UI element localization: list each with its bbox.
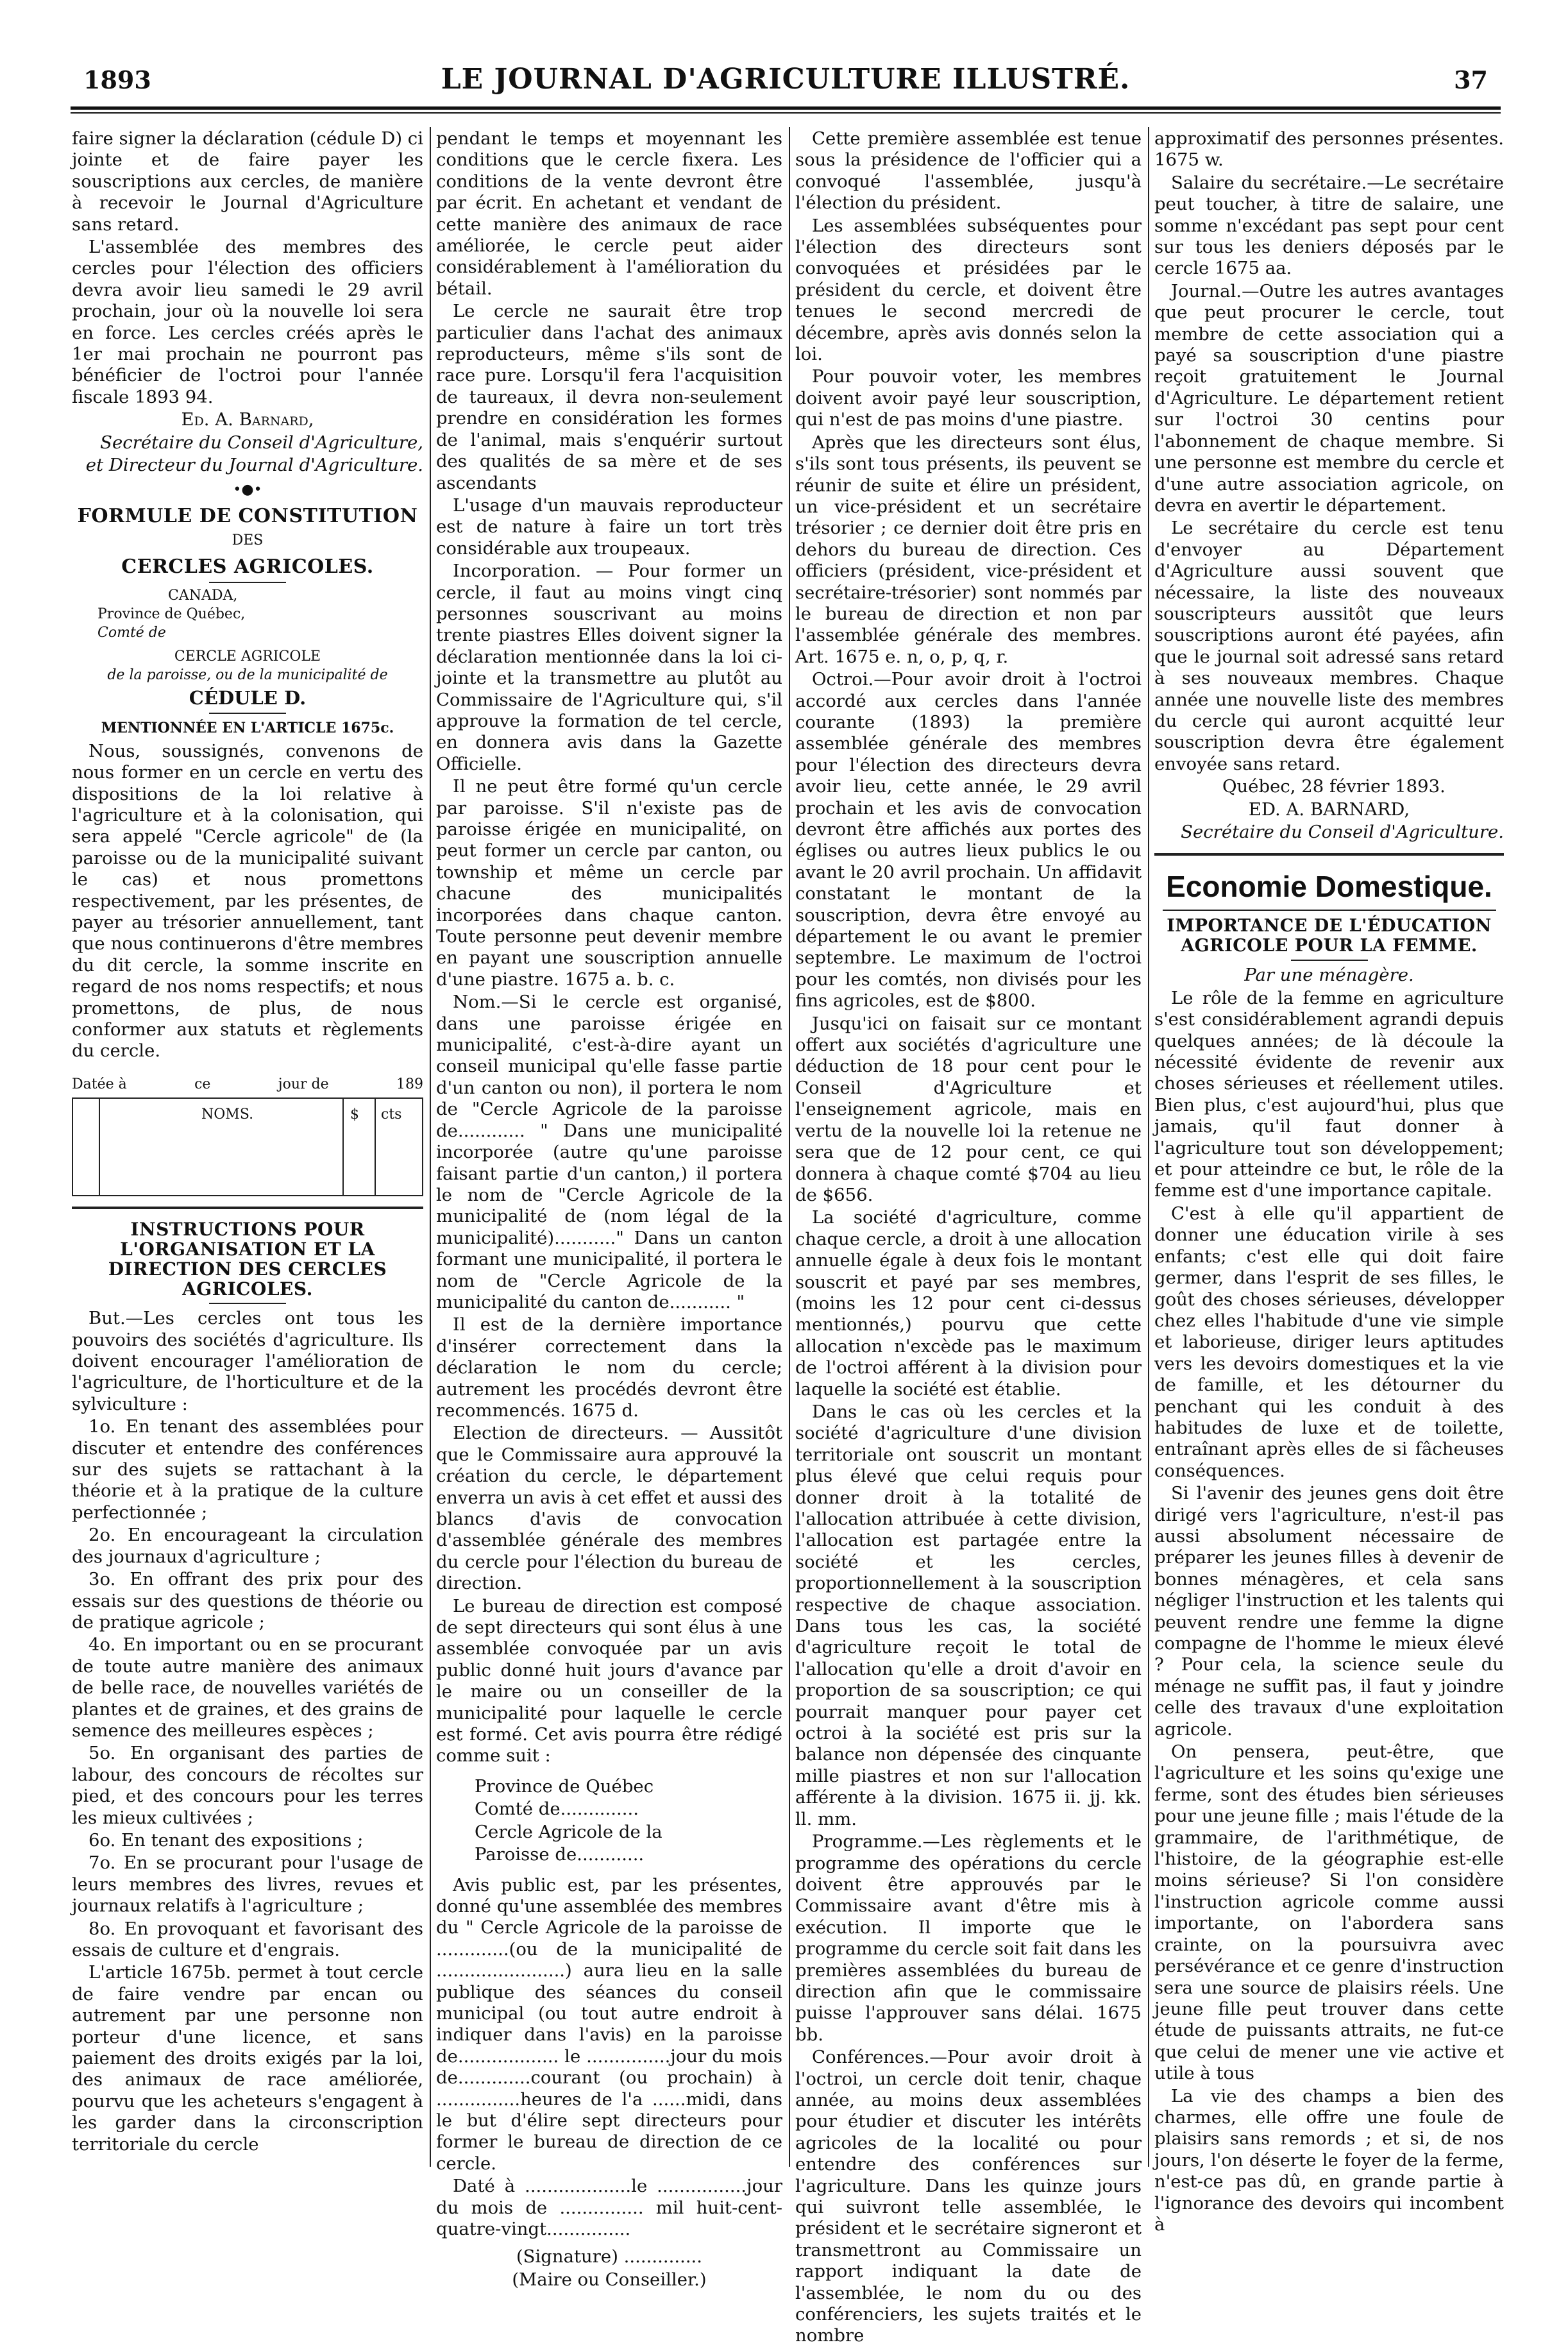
signature-line: (Signature) .............. [516, 2246, 703, 2267]
article-heading: IMPORTANCE DE L'ÉDUCATION AGRICOLE POUR LA FEMME. [1167, 916, 1492, 956]
mention-heading: MENTIONNÉE EN L'ARTICLE 1675c. [101, 720, 394, 737]
form-year-label: 189 [396, 1076, 423, 1092]
list-item: 8o. En provoquant et favorisant des essais de culture et d'engrais. [72, 1918, 423, 1960]
signature-table [72, 1097, 423, 1196]
paragraph: On pensera, peut-être, que l'agriculture et les soins qu'exige une ferme, sont des études bien sérieuses pour une jeune fille ; mais l'étude de la grammaire, de l'arithmétique, de l'histoire, de la géographie est-elle moins sérieuse? Si l'on considère l'instruction agricole comme aussi importante, on l'abordera sans crainte, on la poursuivra avec persévérance et ce genre d'instruction sera une source de plaisirs réels. Une jeune fille peut trouver dans cette étude de puissants attraits, ne fut-ce que celui de mener une vie active et utile à tous [1154, 1741, 1504, 2084]
page-number: 37 [1454, 65, 1488, 94]
paragraph: Salaire du secrétaire.—Le secrétaire peut toucher, à titre de salaire, une somme n'excédant pas sept pour cent sur tous les deniers déposés par le cercle 1675 aa. [1154, 172, 1504, 279]
paragraph: But.—Les cercles ont tous les pouvoirs des sociétés d'agriculture. Ils doivent encourager l'amélioration de l'agriculture, de l'horticulture et de la sylviculture : [72, 1308, 423, 1414]
paragraph: Le rôle de la femme en agriculture s'est considérablement agrandi depuis quelques années; de là découle la nécessité évidente de revenir aux choses sérieuses et réellement utiles. Bien plus, c'est aujourd'hui, plus que jamais, qu'il faut donner à l'agriculture tout son développement; et pour atteindre ce but, le rôle de la femme est d'une importance capitale. [1154, 987, 1504, 1201]
paragraph: Cette première assemblée est tenue sous la présidence de l'officier qui a convoqué l'assemblée, jusqu'à l'élection du président. [795, 128, 1142, 214]
signature-title: Secrétaire du Conseil d'Agriculture. [1181, 822, 1504, 842]
section-heading: CERCLES AGRICOLES. [121, 555, 374, 579]
table-rule [99, 1099, 100, 1195]
header-rule-thin [71, 112, 1501, 114]
form-ce-label: ce [194, 1076, 211, 1092]
header-rule [71, 106, 1501, 110]
signature-role: (Maire ou Conseiller.) [512, 2269, 707, 2290]
list-item: 1o. En tenant des assemblées pour discuter et entendre des conférences sur des sujets se rattachant à la théorie et à la pratique de la culture perfectionnée ; [72, 1416, 423, 1523]
list-item: 3o. En offrant des prix pour des essais sur des questions de théorie ou de pratique agricole ; [72, 1569, 423, 1632]
column-3 [795, 128, 1142, 2346]
paragraph: La société d'agriculture, comme chaque cercle, a droit à une allocation annuelle égale à deux fois le montant souscrit et payé par ses membres, (moins les 12 pour cent ci-dessus mentionnés,) pourvu que cette allocation n'excède pas le maximum de l'octroi afférent à la division pour laquelle la société est établie. [795, 1207, 1142, 1400]
paragraph: Programme.—Les règlements et le programme des opérations du cercle doivent être approuvés par le Commissaire avant d'être mis à exécution. Il importe que le programme du cercle soit fait dans les premières assemblées du bureau de direction afin que le commissaire puisse l'approuver sans délai. 1675 bb. [795, 1831, 1142, 2045]
paragraph: Dans le cas où les cercles et la société d'agriculture d'une division territoriale ont souscrit un montant plus élevé que celui requis pour donner droit à la totalité de l'allocation attribuée à cette division, l'allocation est partagée entre la société et les cercles, proportionnellement à la souscription respective de chaque association. Dans tous les cas, la société d'agriculture reçoit le total de l'allocation qu'elle a droit d'avoir en proportion de sa souscription; ce qui pourrait manquer pour payer cet octroi à la société est pris sur la balance non dépensée des cinquante mille piastres et non sur l'allocation afférente à la division. 1675 ii. jj. kk. ll. mm. [795, 1401, 1142, 1829]
paragraph: Daté à ...................le ................jour du mois de ............... mil huit-cent-quatre-vingt............... [436, 2176, 782, 2239]
column-divider [430, 127, 431, 2167]
paragraph: L'assemblée des membres des cercles pour l'élection des officiers devra avoir lieu samedi le 29 avril prochain, jour où la nouvelle loi sera en force. Les cercles créés après le 1er mai prochain ne pourront pas bénéficier de l'octroi pour l'année fiscale 1893 94. [72, 237, 423, 407]
divider [72, 1207, 423, 1209]
table-rule [342, 1099, 344, 1195]
paragraph: Incorporation. — Pour former un cercle, il faut au moins vingt cinq personnes souscrivant au moins trente piastres Elles doivent signer la déclaration mentionnée dans la loi ci-jointe et la transmettre au plutôt au Commissaire de l'Agriculture qui, s'il approuve la formation de tel cercle, en donnera avis dans la Gazette Officielle. [436, 561, 782, 774]
paragraph: La vie des champs a bien des charmes, elle offre une foule de plaisirs sans remords ; et si, de nos jours, l'on déserte le foyer de la ferme, n'est-ce pas dû, en grande partie à l'ignorance des devoirs qui incombent à [1154, 2085, 1504, 2235]
divider [1291, 960, 1368, 961]
paragraph: faire signer la déclaration (cédule D) ci jointe et de faire payer les souscriptions aux cercles, de manière à recevoir le Journal d'Agriculture sans retard. [72, 128, 423, 235]
notice-form [475, 1776, 782, 1866]
paragraph: L'article 1675b. permet à tout cercle de faire vendre par encan ou autrement par une personne non porteur d'une licence, et sans paiement des droits exigés par la loi, des animaux de race améliorée, pourvu que les acheteurs s'engagent à les garder dans la circonscription territoriale du cercle [72, 1962, 423, 2155]
separator-ornament: •●• [233, 481, 262, 498]
column-divider [1148, 127, 1149, 2167]
list-item: 5o. En organisant des parties de labour, des concours de récoltes sur pied, et des concours pour les terres les mieux cultivées ; [72, 1743, 423, 1828]
form-cercle: CERCLE AGRICOLE [174, 648, 321, 665]
byline: Par une ménagère. [1244, 965, 1414, 986]
list-item: 2o. En encourageant la circulation des journaux d'agriculture ; [72, 1525, 423, 1567]
journal-title: LE JOURNAL D'AGRICULTURE ILLUSTRÉ. [441, 63, 1131, 96]
form-canada: CANADA, [168, 588, 238, 604]
paragraph: Nom.—Si le cercle est organisé, dans une paroisse érigée en municipalité, c'est-à-dire ayant un conseil municipal qu'elle fasse partie d'un canton ou non), il portera le nom de "Cercle Agricole de la paroisse de............ " Dans une municipalité incorporée (autre qu'une paroisse faisant partie d'un canton,) il portera le nom de "Cercle Agricole de la municipalité de (nom légal de la municipalité)..........." Dans un canton formant une municipalité, il portera le nom de "Cercle Agricole de la municipalité du canton de........... " [436, 992, 782, 1312]
divider [209, 582, 286, 583]
signature-name: Ed. A. Barnard, [181, 409, 314, 430]
paragraph: Le bureau de direction est composé de sept directeurs qui sont élus à une assemblée convoquée par un avis public donné huit jours d'avance par le maire ou un conseiller de la municipalité pour laquelle le cercle est formé. Cet avis pourra être rédigé comme suit : [436, 1595, 782, 1767]
divider [209, 713, 286, 714]
section-heading-des: DES [232, 532, 264, 548]
table-header-cts: cts [381, 1106, 402, 1123]
form-comte: Comté de [97, 625, 166, 641]
list-item: 7o. En se procurant pour l'usage de leurs membres des livres, revues et journaux relatifs à l'agriculture ; [72, 1852, 423, 1917]
signature-name: ED. A. BARNARD, [1248, 799, 1410, 820]
paragraph: pendant le temps et moyennant les conditions que le cercle fixera. Les conditions de la vente devront être par écrit. En achetant et vendant de cette manière des animaux de race améliorée, le cercle peut aider considérablement à l'amélioration du bétail. [436, 128, 782, 299]
notice-line: Comté de.............. [475, 1799, 639, 1820]
paragraph: Pour pouvoir voter, les membres doivent avoir payé leur souscription, qui n'est de pas moins d'une piastre. [795, 366, 1142, 430]
table-header-dollar: $ [350, 1106, 359, 1123]
paragraph: Le secrétaire du cercle est tenu d'envoyer au Département d'Agriculture aussi souvent que nécessaire, la liste des nouveaux souscripteurs aussitôt que leurs souscriptions auront été payées, afin que le journal soit adressé sans retard à ses nouveaux membres. Chaque année une nouvelle liste des membres du cercle qui auront acquitté leur souscription devra être également envoyée sans retard. [1154, 518, 1504, 774]
paragraph: approximatif des personnes présentes. 1675 w. [1154, 128, 1504, 171]
notice-line: Cercle Agricole de la [475, 1821, 662, 1842]
column-2 [436, 128, 782, 2290]
section-heading: INSTRUCTIONS POUR L'ORGANISATION ET LA DIRECTION DES CERCLES AGRICOLES. [108, 1219, 387, 1300]
paragraph: Journal.—Outre les autres avantages que peut procurer le cercle, tout membre de cette association qui a payé sa souscription d'une piastre reçoit gratuitement le Journal d'Agriculture. Le département retient sur l'octroi 30 centins pour l'abonnement de chaque membre. Si une personne est membre du cercle et d'une autre association agricole, on devra en avertir le département. [1154, 280, 1504, 516]
divider [209, 1303, 286, 1304]
signature-title: et Directeur du Journal d'Agriculture. [85, 455, 423, 476]
notice-line: Paroisse de............ [475, 1844, 645, 1865]
list-item: 6o. En tenant des expositions ; [89, 1829, 364, 1851]
divider [1163, 910, 1496, 911]
paragraph: Nous, soussignés, convenons de nous former en un cercle en vertu des dispositions de la loi relative à l'agriculture et à la colonisation, qui sera appelé "Cercle agricole" de (la paroisse ou de la municipalité suivant le cas) et nous promettons respectivement, par les présentes, de payer au trésorier annuellement, tant que nous continuerons d'être membres du dit cercle, la somme inscrite en regard de nos noms respectifs; et nous promettons, de plus, de nous conformer aux statuts et règlements du cercle. [72, 740, 423, 1062]
form-jour-label: jour de [278, 1076, 329, 1092]
paragraph: Jusqu'ici on faisait sur ce montant offert aux sociétés d'agriculture une déduction de 18 pour cent pour le Conseil d'Agriculture et l'enseignement agricole, mais en vertu de la nouvelle loi la retenue ne sera que de 12 pour cent, ce qui donnera à chaque comté $704 au lieu de $656. [795, 1013, 1142, 1205]
paragraph: Octroi.—Pour avoir droit à l'octroi accordé aux cercles dans l'année courante (1893) la première assemblée générale des membres pour l'élection des directeurs devra avoir lieu, cette année, le 29 avril prochain et les avis de convocation devront être affichés aux portes des églises ou autres lieux publics le ou avant le 20 avril prochain. Un affidavit constatant le montant de la souscription, devra être envoyé au département le ou avant le premier septembre. Le maximum de l'octroi pour les comtés, non divisés pour les fins agricoles, est de $800. [795, 669, 1142, 1012]
column-1 [72, 128, 423, 2162]
paragraph: Le cercle ne saurait être trop particulier dans l'achat des animaux reproducteurs, même s'ils sont de race pure. Lorsqu'il fera l'acquisition de taureaux, il devra non-seulement prendre en considération les formes de l'animal, mais s'enquérir surtout des qualités de sa mère et de ses ascendants [436, 301, 782, 493]
form-date-line [72, 1074, 423, 1095]
section-title: Economie Domestique. [1166, 870, 1492, 904]
section-heading: FORMULE DE CONSTITUTION [77, 504, 418, 527]
form-date-label: Datée à [72, 1076, 127, 1092]
cedule-heading: CÉDULE D. [189, 687, 307, 709]
header-year: 1893 [83, 65, 151, 94]
column-divider [789, 127, 790, 2167]
form-cercle-sub: de la paroisse, ou de la municipalité de [107, 667, 388, 684]
table-rule [375, 1099, 376, 1195]
paragraph: Les assemblées subséquentes pour l'élection des directeurs sont convoquées et présidées par le président du cercle, et doivent être tenues le second mercredi de décembre, après avis donnés selon la loi. [795, 215, 1142, 365]
paragraph: Avis public est, par les présentes, donné qu'une assemblée des membres du " Cercle Agricole de la paroisse de .............(ou de la municipalité de .......................) aura lieu en la salle publique des séances du conseil municipal (ou tout autre endroit à indiquer dans l'avis) en la paroisse de.................. le ...............jour du mois de.............courant (ou prochain) à ...............heures de l'a ......midi, dans le but d'élire sept directeurs pour former le bureau de direction de ce cercle. [436, 1874, 782, 2174]
notice-line: Province de Québec [475, 1775, 654, 1797]
signature-title: Secrétaire du Conseil d'Agriculture, [100, 432, 423, 453]
column-4 [1154, 128, 1504, 2235]
table-header-noms: NOMS. [201, 1106, 254, 1123]
paragraph: Il est de la dernière importance d'insérer correctement dans la déclaration le nom du cercle; autrement les procédés devront être recommencés. 1675 d. [436, 1314, 782, 1421]
paragraph: Election de directeurs. — Aussitôt que le Commissaire aura approuvé la création du cercle, le département enverra un avis à cet effet et aussi des blancs d'avis de convocation d'assemblée générale des membres du cercle pour l'élection du bureau de direction. [436, 1423, 782, 1594]
paragraph: Après que les directeurs sont élus, s'ils sont tous présents, ils peuvent se réunir de suite et élire un président, un vice-président et un secrétaire trésorier ; ce dernier doit être pris en dehors du bureau de direction. Ces officiers (président, vice-président et secrétaire-trésorier) sont nommés par le bureau de direction et non par l'assemblée générale des membres. Art. 1675 e. n, o, p, q, r. [795, 432, 1142, 667]
dateline: Québec, 28 février 1893. [1222, 776, 1446, 797]
list-item: 4o. En important ou en se procurant de toute autre manière des animaux de belle race, de nouvelles variétés de plantes et de graines, et des grains de semence des meilleures espèces ; [72, 1634, 423, 1741]
paragraph: Conférences.—Pour avoir droit à l'octroi, un cercle doit tenir, chaque année, au moins deux assemblées pour étudier et discuter les intérêts agricoles de la localité ou pour entendre des conférences sur l'agriculture. Dans les quinze jours qui suivront telle assemblée, le président et le secrétaire signeront et transmettront au Commissaire un rapport indiquant la date de l'assemblée, le nom du ou des conférenciers, les sujets traités et le nombre [795, 2047, 1142, 2346]
paragraph: Il ne peut être formé qu'un cercle par paroisse. S'il n'existe pas de paroisse érigée en municipalité, on peut former un cercle par canton, ou township et même un cercle par chacune des municipalités incorporées dans chaque canton. Toute personne peut devenir membre en payant une souscription annuelle d'une piastre. 1675 a. b. c. [436, 776, 782, 990]
divider [1154, 853, 1504, 856]
form-province: Province de Québec, [97, 606, 246, 623]
paragraph: Si l'avenir des jeunes gens doit être dirigé vers l'agriculture, n'est-il pas aussi absolument nécessaire de préparer les jeunes filles à devenir de bonnes ménagères, et cela sans négliger l'instruction et les talents qui peuvent rendre une femme la digne compagne de l'homme le mieux élevé ? Pour cela, la science seule du ménage ne suffit pas, il faut y joindre celle des travaux d'une exploitation agricole. [1154, 1483, 1504, 1740]
paragraph: L'usage d'un mauvais reproducteur est de nature à faire un tort très considérable aux troupeaux. [436, 495, 782, 559]
paragraph: C'est à elle qu'il appartient de donner une éducation virile à ses enfants; c'est elle qui doit faire germer, dans l'esprit de ses filles, le goût des choses sérieuses, développer chez elles l'habitude d'une vie simple et laborieuse, diriger leurs aptitudes vers les devoirs domestiques et la vie de famille, et les détourner du penchant qui les conduit à des habitudes de luxe et de toilette, entraînant après elles de si fâcheuses conséquences. [1154, 1203, 1504, 1481]
page-header [71, 59, 1501, 104]
